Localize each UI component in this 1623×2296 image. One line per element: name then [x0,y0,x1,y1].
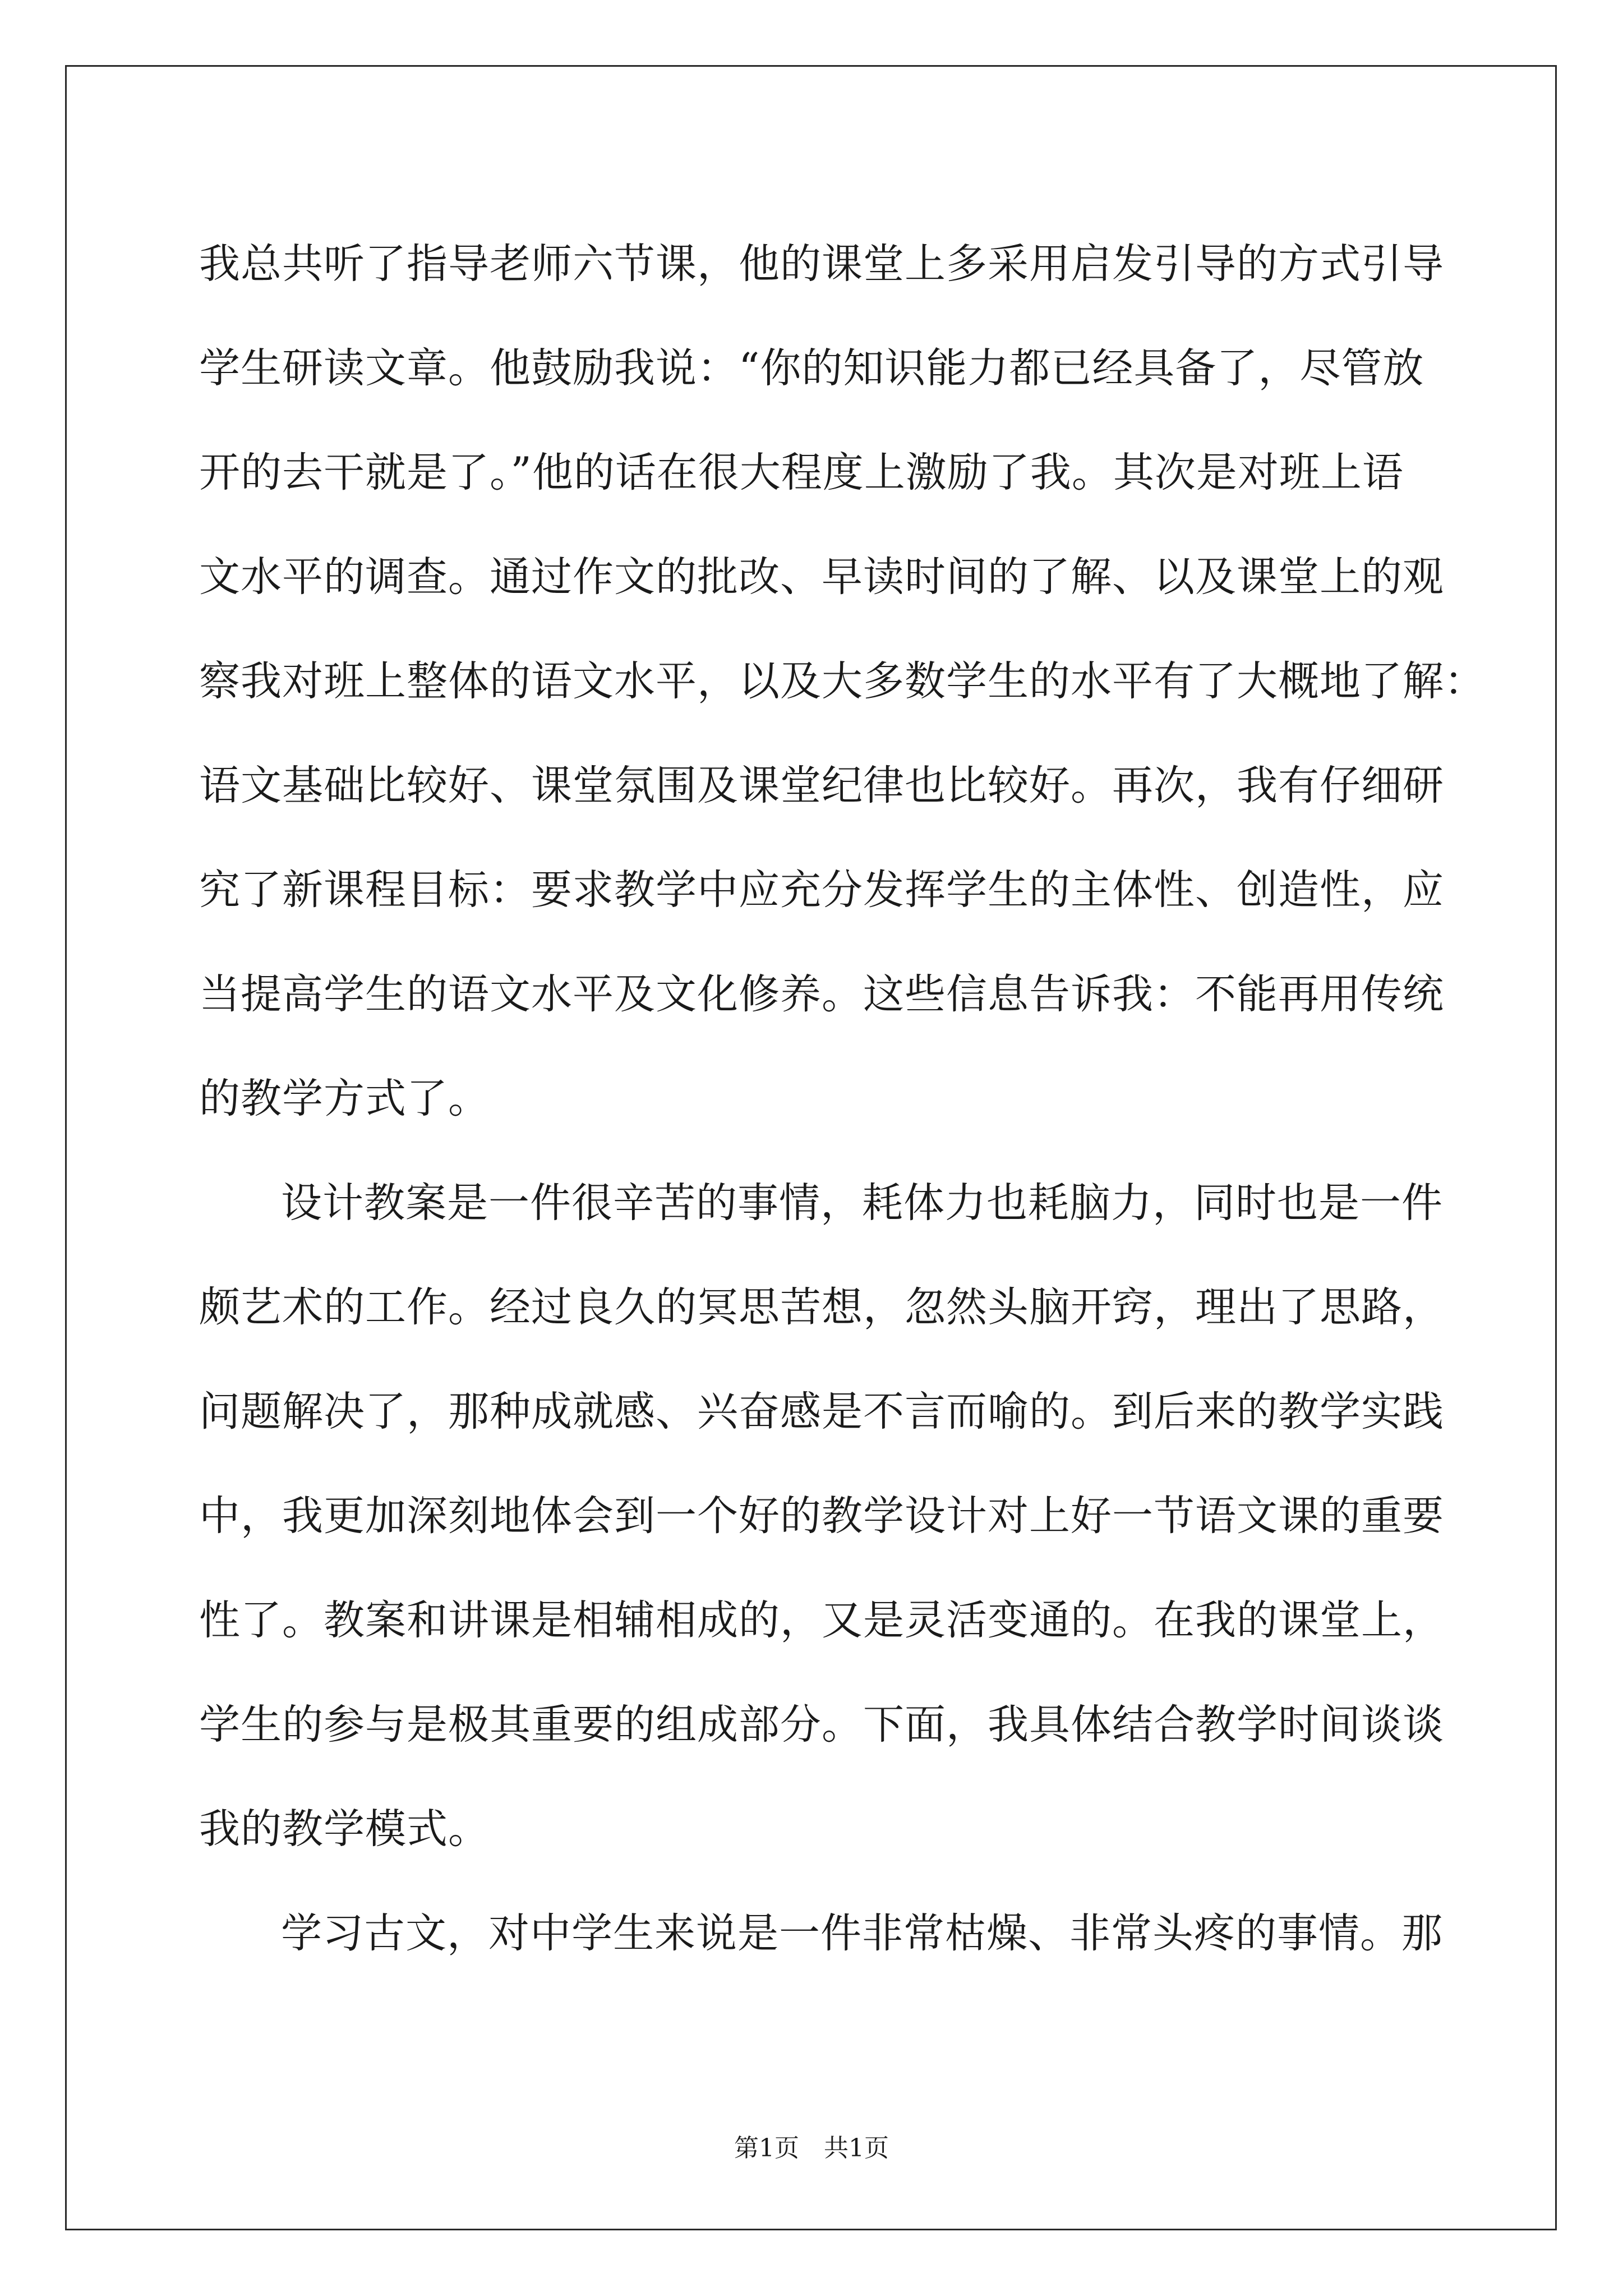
text-line: 文水平的调查。通过作文的批改、早读时间的了解、以及课堂上的观 [199,553,1444,601]
text-line: 中，我更加深刻地体会到一个好的教学设计对上好一节语文课的重要 [199,1492,1444,1540]
text-line: 性了。教案和讲课是相辅相成的，又是灵活变通的。在我的课堂上， [199,1596,1444,1644]
page-number: 第1页 [734,2134,799,2162]
text-line: 颇艺术的工作。经过良久的冥思苦想，忽然头脑开窍，理出了思路， [199,1283,1444,1331]
text-line: 当提高学生的语文水平及文化修养。这些信息告诉我：不能再用传统 [199,970,1444,1018]
text-line: 学生的参与是极其重要的组成部分。下面，我具体结合教学时间谈谈 [199,1701,1444,1749]
page-footer [0,2132,1623,2165]
document-body [199,212,1486,1986]
text-line: 开的去干就是了。”他的话在很大程度上激励了我。其次是对班上语 [199,449,1404,496]
paragraph-start-line: 设计教案是一件很辛苦的事情，耗体力也耗脑力，同时也是一件 [281,1179,1443,1227]
text-line: 学生研读文章。他鼓励我说：“你的知识能力都已经具备了，尽管放 [199,344,1424,392]
paragraph-start-line: 学习古文，对中学生来说是一件非常枯燥、非常头疼的事情。那 [281,1910,1443,1957]
page-total: 共1页 [824,2134,889,2162]
text-line: 我总共听了指导老师六节课，他的课堂上多采用启发引导的方式引导 [199,240,1444,288]
text-line: 语文基础比较好、课堂氛围及课堂纪律也比较好。再次，我有仔细研 [199,762,1444,809]
text-line: 的教学方式了。 [199,1075,490,1122]
text-line: 我的教学模式。 [199,1805,490,1853]
text-line: 察我对班上整体的语文水平，以及大多数学生的水平有了大概地了解： [199,657,1486,705]
text-line: 问题解决了，那种成就感、兴奋感是不言而喻的。到后来的教学实践 [199,1388,1444,1435]
text-line: 究了新课程目标：要求教学中应充分发挥学生的主体性、创造性，应 [199,866,1444,914]
